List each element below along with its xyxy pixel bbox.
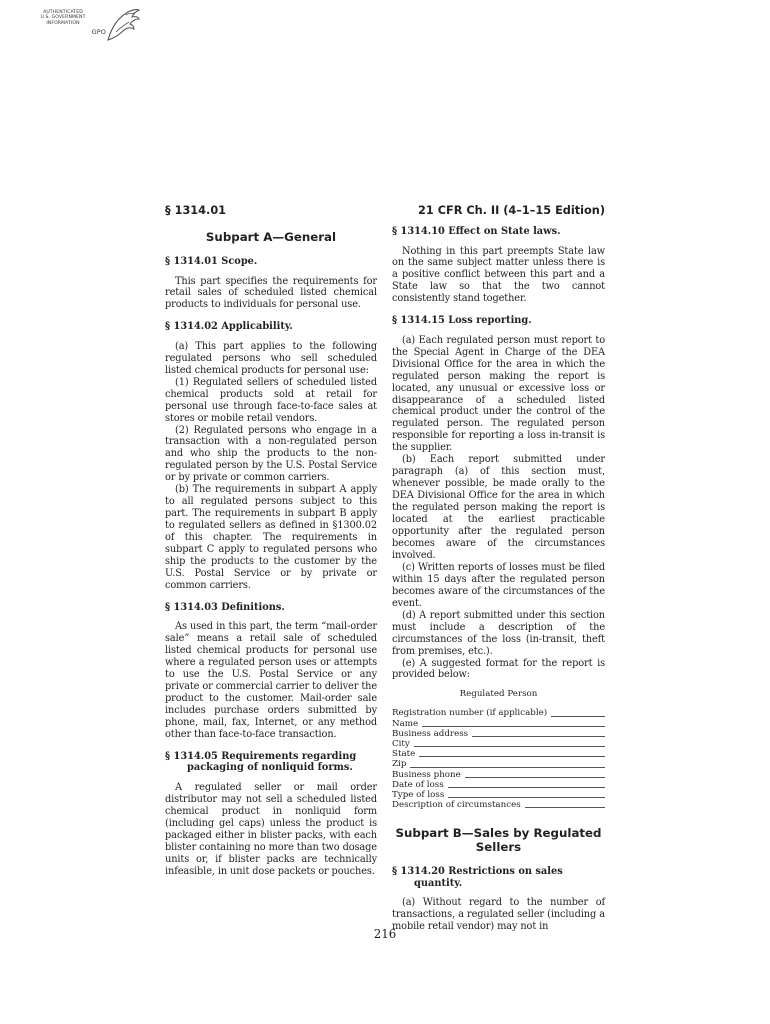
page-number: 216 bbox=[373, 927, 397, 941]
eagle-icon bbox=[102, 4, 142, 44]
paragraph: (c) Written reports of losses must be filed within 15 days after the regulated person becomes aware of the circumstances of the event. bbox=[392, 561, 605, 609]
section-heading-1314-20: § 1314.20 Restrictions on sales quantity. bbox=[392, 866, 563, 889]
form-fill-line bbox=[551, 716, 605, 717]
form-fill-line bbox=[419, 756, 605, 757]
gpo-mark: GPO bbox=[91, 27, 106, 36]
right-column bbox=[392, 226, 605, 933]
form-fill-line bbox=[422, 726, 605, 727]
gpo-line-3: INFORMATION bbox=[46, 20, 80, 26]
form-row-date-of-loss bbox=[392, 780, 605, 790]
gpo-line-2: U.S. GOVERNMENT bbox=[40, 15, 86, 21]
form-row-city bbox=[392, 739, 605, 749]
paragraph: (e) A suggested format for the report is provided below: bbox=[392, 657, 605, 681]
form-fill-line bbox=[525, 807, 605, 808]
subpart-b-title: Subpart B—Sales by Regulated Sellers bbox=[395, 826, 602, 855]
form-row-name bbox=[392, 719, 605, 729]
paragraph: (1) Regulated sellers of scheduled listed chemical products sold at retail for personal use through face-to-face sales at stores or mobile retail vendors. bbox=[165, 376, 377, 424]
form-label: Date of loss bbox=[392, 779, 444, 790]
paragraph: (a) Without regard to the number of transactions, a regulated seller (including a mobile retail vendor) may not in bbox=[392, 897, 605, 933]
paragraph: (a) This part applies to the following regulated persons who sell scheduled listed chemical products for personal use: bbox=[165, 340, 377, 376]
form-label: City bbox=[392, 738, 410, 749]
form-fill-line bbox=[465, 777, 605, 778]
paragraph: (b) The requirements in subpart A apply to all regulated persons subject to this part. The requirements in subpart B apply to regulated sellers as defined in §1300.02 of this chapter. The requirements in subpart C apply to regulated persons who ship the products to the customer by the U.S. Postal Service or by private or common carriers. bbox=[165, 484, 377, 591]
form-row-registration bbox=[392, 708, 605, 718]
form-label: Type of loss bbox=[392, 789, 445, 800]
paragraph: (b) Each report submitted under paragraph (a) of this section must, whenever possible, be made orally to the DEA Divisional Office for the area in which the regulated person making the report is located at the earliest practicable opportunity after the regulated person becomes aware of the circumstances involved. bbox=[392, 454, 605, 561]
running-header-edition: 21 CFR Ch. II (4–1–15 Edition) bbox=[418, 204, 605, 217]
gpo-line-1: AUTHENTICATED bbox=[43, 10, 83, 15]
form-row-business-phone bbox=[392, 770, 605, 780]
section-heading-1314-02: § 1314.02 Applicability. bbox=[165, 321, 293, 333]
gpo-authentication-badge bbox=[20, 4, 145, 48]
section-heading-1314-10: § 1314.10 Effect on State laws. bbox=[392, 226, 561, 237]
form-label: Business phone bbox=[392, 769, 461, 780]
form-fill-line bbox=[448, 787, 605, 788]
form-label: Business address bbox=[392, 728, 469, 739]
running-header-section: § 1314.01 bbox=[165, 204, 227, 217]
section-heading-1314-03: § 1314.03 Definitions. bbox=[165, 601, 285, 613]
form-fill-line bbox=[472, 736, 605, 737]
gpo-badge-text bbox=[20, 10, 106, 37]
form-row-business-address bbox=[392, 729, 605, 739]
form-row-description bbox=[392, 800, 605, 810]
form-label: Description of circumstances bbox=[392, 800, 521, 811]
paragraph: This part specifies the requirements for retail sales of scheduled listed chemical products to individuals for personal use. bbox=[165, 275, 377, 311]
paragraph: Nothing in this part preempts State law on the same subject matter unless there is a positive conflict between this part and a State law so that the two cannot consistently stand together. bbox=[392, 245, 605, 305]
form-row-zip bbox=[392, 759, 605, 769]
form-fill-line bbox=[410, 767, 605, 768]
paragraph: (a) Each regulated person must report to the Special Agent in Charge of the DEA Divisional Office for the area in which the regulated person making the report is located, any unusual or excessive loss or disappearance of a scheduled listed chemical product under the control of the regulated person. The regulated person responsible for reporting a loss in-transit is the supplier. bbox=[392, 334, 605, 454]
section-heading-1314-05: § 1314.05 Requirements regarding packaging of nonliquid forms. bbox=[165, 750, 357, 774]
form-row-type-of-loss bbox=[392, 790, 605, 800]
form-fill-line bbox=[448, 797, 605, 798]
paragraph: As used in this part, the term “mail-order sale” means a retail sale of scheduled listed chemical products for personal use where a regulated person uses or attempts to use the U.S. Postal Service or any private or commercial carrier to deliver the product to the customer. Mail-order sale includes purchase orders submitted by phone, mail, fax, Internet, or any method other than face-to-face transaction. bbox=[165, 621, 377, 740]
form-label: Registration number (if applicable) bbox=[392, 708, 548, 719]
report-form bbox=[392, 708, 605, 810]
section-heading-1314-15: § 1314.15 Loss reporting. bbox=[392, 315, 532, 327]
paragraph: A regulated seller or mail order distributor may not sell a scheduled listed chemical product in nonliquid form (including gel caps) unless the product is packaged either in blister packs, with each blister containing no more than two dosage units or, if blister packs are technically infeasible, in unit dose packets or pouches. bbox=[165, 781, 377, 877]
subpart-a-title: Subpart A—General bbox=[205, 230, 337, 244]
report-form-title: Regulated Person bbox=[459, 689, 538, 700]
form-label: Name bbox=[392, 718, 419, 729]
paragraph: (d) A report submitted under this section must include a description of the circumstances of the loss (in-transit, theft from premises, etc.). bbox=[392, 609, 605, 657]
form-label: State bbox=[392, 749, 416, 760]
left-column bbox=[165, 226, 377, 878]
form-fill-line bbox=[414, 746, 605, 747]
section-heading-1314-01: § 1314.01 Scope. bbox=[165, 256, 258, 267]
form-row-state bbox=[392, 749, 605, 759]
paragraph: (2) Regulated persons who engage in a transaction with a non-regulated person and who ship the products to the non-regulated person by the U.S. Postal Service or by private or common carriers. bbox=[165, 424, 377, 484]
form-label: Zip bbox=[392, 759, 407, 770]
